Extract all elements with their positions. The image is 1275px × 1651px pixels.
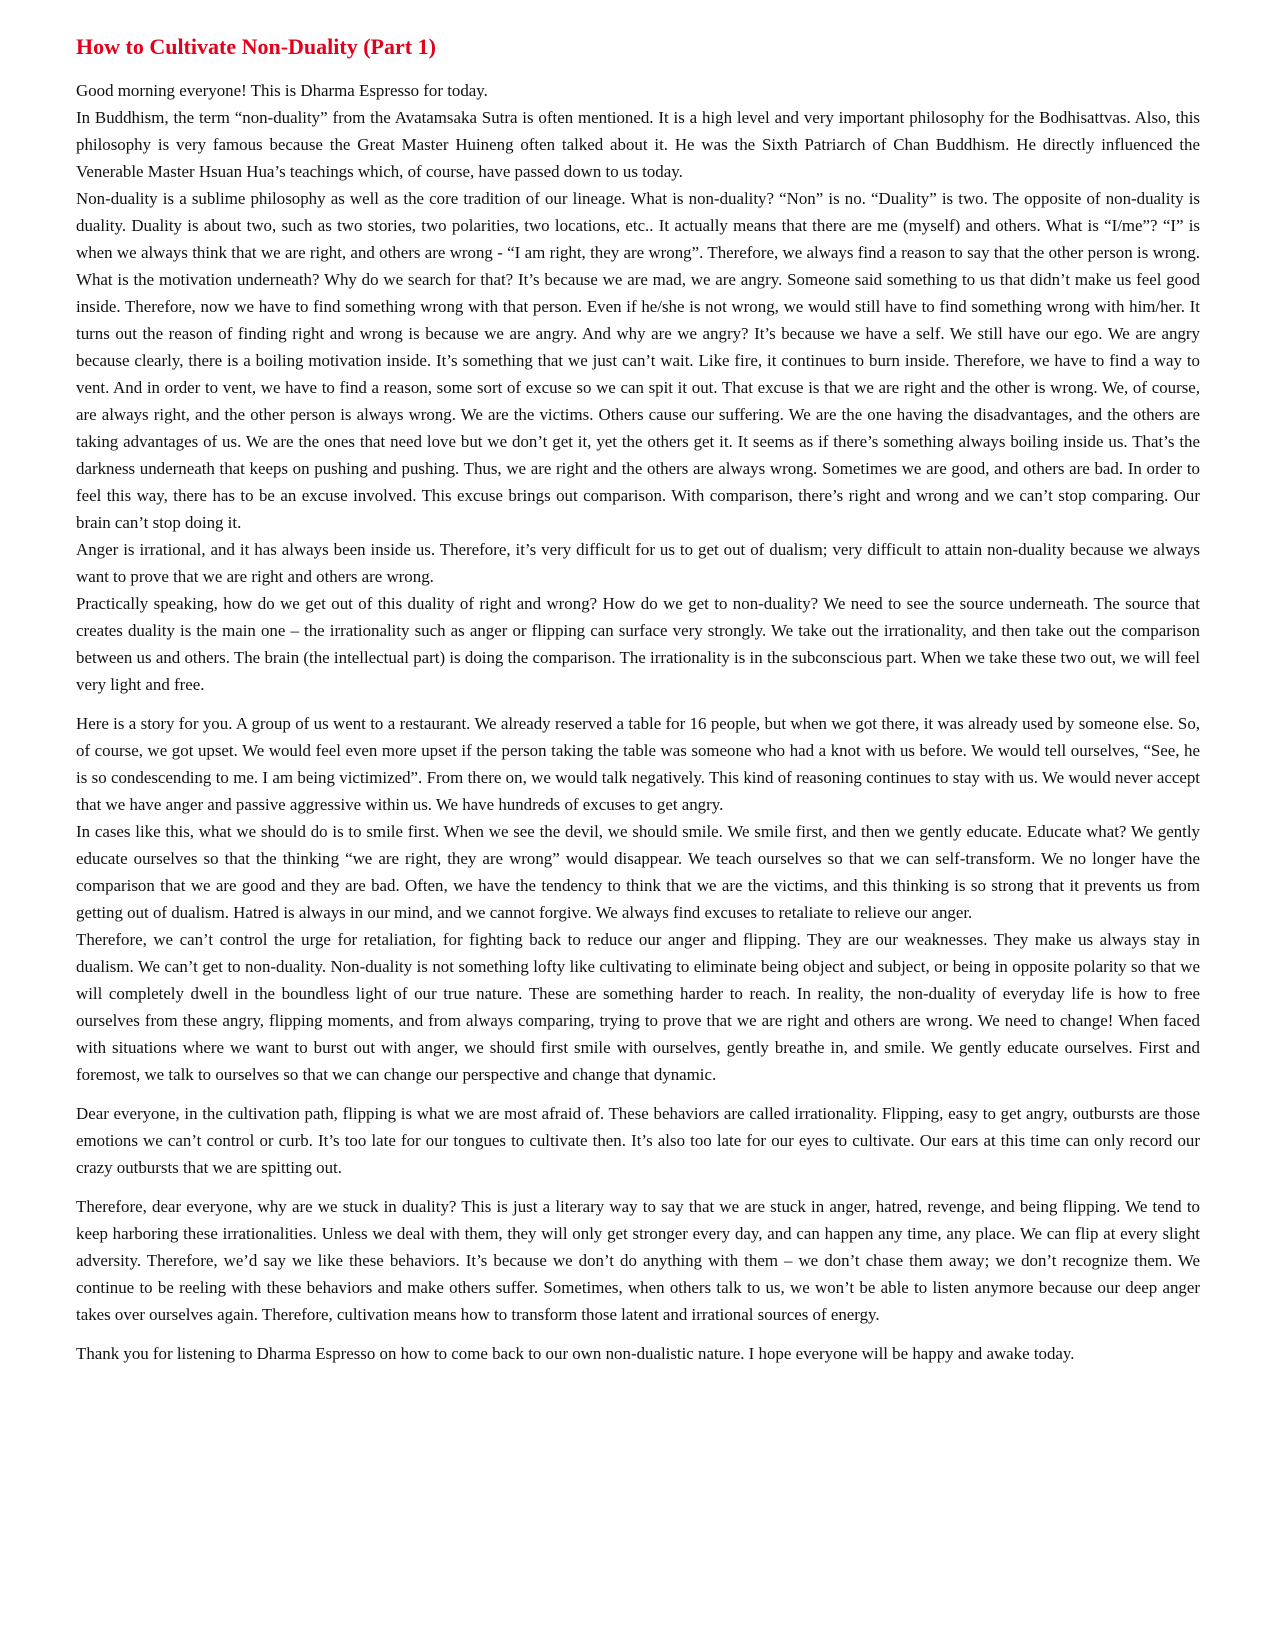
paragraph-what-is-non-duality: Non-duality is a sublime philosophy as well as the core tradition of our lineage. What is non-duality? “Non” is no. “Duality” is two. The opposite of non-duality is duality. Duality is about two, such as two stories, two polarities, two locations, etc.. It actually means that there are me (myself) and others. What is “I/me”? “I” is when we always think that we are right, and others are wrong - “I am right, they are wrong”. Therefore, we always find a reason to say that the other person is wrong. What is the motivation underneath? Why do we search for that? It’s because we are mad, we are angry. Someone said something to us that didn’t make us feel good inside. Therefore, now we have to find something wrong with that person. Even if he/she is not wrong, we would still have to find something wrong with him/her. It turns out the reason of finding right and wrong is because we are angry. And why are we angry? It’s because we have a self. We still have our ego. We are angry because clearly, there is a boiling motivation inside. It’s something that we just can’t wait. Like fire, it continues to burn inside. Therefore, we have to find a way to vent. And in order to vent, we have to find a reason, some sort of excuse so we can spit it out. That excuse is that we are right and the other is wrong. We, of course, are always right, and the other person is always wrong. We are the victims. Others cause our suffering. We are the one having the disadvantages, and the others are taking advantages of us. We are the ones that need love but we don’t get it, yet the others get it. It seems as if there’s something always boiling inside us. That’s the darkness underneath that keeps on pushing and pushing. Thus, we are right and the others are always wrong. Sometimes we are good, and others are bad. In order to feel this way, there has to be an excuse involved. This excuse brings out comparison. With comparison, there’s right and wrong and we can’t stop comparing. Our brain can’t stop doing it. xyxy=(76,189,1200,532)
paragraph-avatamsaka: In Buddhism, the term “non-duality” from the Avatamsaka Sutra is often mentioned. It is a high level and very important philosophy for the Bodhisattvas. Also, this philosophy is very famous because the Great Master Huineng often talked about it. He was the Sixth Patriarch of Chan Buddhism. He directly influenced the Venerable Master Hsuan Hua’s teachings which, of course, have passed down to us today. xyxy=(76,108,1200,181)
paragraph-practically-speaking: Practically speaking, how do we get out of this duality of right and wrong? How do we get to non-duality? We need to see the source underneath. The source that creates duality is the main one – the irrationality such as anger or flipping can surface very strongly. We take out the irrationality, and then take out the comparison between us and others. The brain (the intellectual part) is doing the comparison. The irrationality is in the subconscious part. When we take these two out, we will feel very light and free. xyxy=(76,594,1200,694)
paragraph-anger-irrational: Anger is irrational, and it has always been inside us. Therefore, it’s very difficult for us to get out of dualism; very difficult to attain non-duality because we always want to prove that we are right and others are wrong. xyxy=(76,540,1200,586)
paragraph-thank-you: Thank you for listening to Dharma Espresso on how to come back to our own non-dualistic nature. I hope everyone will be happy and awake today. xyxy=(76,1344,1075,1363)
document-page xyxy=(76,30,1200,1367)
paragraph-stuck-in-duality: Therefore, dear everyone, why are we stuck in duality? This is just a literary way to say that we are stuck in anger, hatred, revenge, and being flipping. We tend to keep harboring these irrationalities. Unless we deal with them, they will only get stronger every day, and can happen any time, any place. We can flip at every slight adversity. Therefore, we’d say we like these behaviors. It’s because we don’t do anything with them – we don’t chase them away; we don’t recognize them. We continue to be reeling with these behaviors and make others suffer. Sometimes, when others talk to us, we won’t be able to listen anymore because our deep anger takes over ourselves again. Therefore, cultivation means how to transform those latent and irrational sources of energy. xyxy=(76,1197,1200,1324)
paragraph-restaurant-story: Here is a story for you. A group of us went to a restaurant. We already reserved a table for 16 people, but when we got there, it was already used by someone else. So, of course, we got upset. We would feel even more upset if the person taking the table was someone who had a knot with us before. We would tell ourselves, “See, he is so condescending to me. I am being victimized”. From there on, we would talk negatively. This kind of reasoning continues to stay with us. We would never accept that we have anger and passive aggressive within us. We have hundreds of excuses to get angry. xyxy=(76,714,1200,814)
paragraph-retaliation: Therefore, we can’t control the urge for retaliation, for fighting back to reduce our anger and flipping. They are our weaknesses. They make us always stay in dualism. We can’t get to non-duality. Non-duality is not something lofty like cultivating to eliminate being object and subject, or being in opposite polarity so that we will completely dwell in the boundless light of our true nature. These are something harder to reach. In reality, the non-duality of everyday life is how to free ourselves from these angry, flipping moments, and from always comparing, trying to prove that we are right and others are wrong. We need to change! When faced with situations where we want to burst out with anger, we should first smile with ourselves, gently breathe in, and smile. We gently educate ourselves. First and foremost, we talk to ourselves so that we can change our perspective and change that dynamic. xyxy=(76,930,1200,1084)
document-title: How to Cultivate Non-Duality (Part 1) xyxy=(76,34,436,59)
paragraph-greeting: Good morning everyone! This is Dharma Espresso for today. xyxy=(76,81,488,100)
paragraph-smile-first: In cases like this, what we should do is to smile first. When we see the devil, we should smile. We smile first, and then we gently educate. Educate what? We gently educate ourselves so that the thinking “we are right, they are wrong” would disappear. We teach ourselves so that we can self-transform. We no longer have the comparison that we are good and they are bad. Often, we have the tendency to think that we are the victims, and this thinking is so strong that it prevents us from getting out of dualism. Hatred is always in our mind, and we cannot forgive. We always find excuses to retaliate to relieve our anger. xyxy=(76,822,1200,922)
paragraph-flipping: Dear everyone, in the cultivation path, flipping is what we are most afraid of. These behaviors are called irrationality. Flipping, easy to get angry, outbursts are those emotions we can’t control or curb. It’s too late for our tongues to cultivate then. It’s also too late for our eyes to cultivate. Our ears at this time can only record our crazy outbursts that we are spitting out. xyxy=(76,1104,1200,1177)
